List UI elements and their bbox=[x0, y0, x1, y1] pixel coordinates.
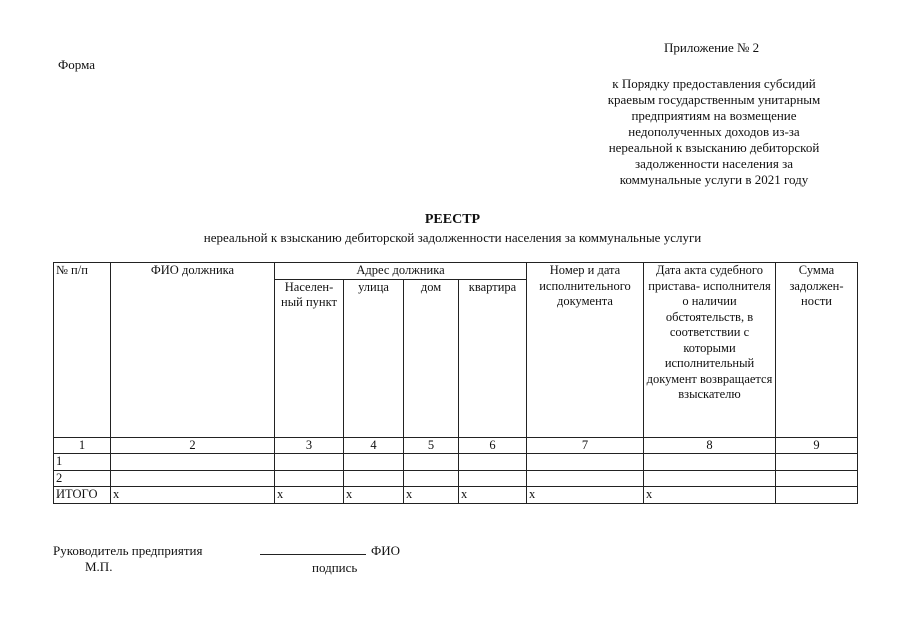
column-number: 3 bbox=[275, 437, 344, 454]
table-cell bbox=[275, 454, 344, 471]
appendix-line: задолженности населения за bbox=[634, 156, 794, 171]
appendix-line: коммунальные услуги в 2021 году bbox=[619, 172, 809, 187]
header-house: дом bbox=[404, 279, 459, 437]
table-cell bbox=[776, 454, 858, 471]
total-cell: x bbox=[275, 487, 344, 504]
row-number: 2 bbox=[54, 470, 111, 487]
total-cell: x bbox=[527, 487, 644, 504]
header-row-1 bbox=[54, 263, 858, 280]
table-cell bbox=[404, 470, 459, 487]
table-cell bbox=[644, 470, 776, 487]
table-row bbox=[54, 470, 858, 487]
table-cell bbox=[776, 470, 858, 487]
table-cell bbox=[344, 454, 404, 471]
appendix-title: Приложение № 2 bbox=[664, 40, 760, 55]
column-number-row bbox=[54, 437, 858, 454]
table-cell bbox=[644, 454, 776, 471]
fio-label: ФИО bbox=[371, 543, 401, 558]
row-number: 1 bbox=[54, 454, 111, 471]
appendix-line: недополученных доходов из-за bbox=[628, 124, 800, 139]
header-settlement: Населен- ный пункт bbox=[275, 279, 344, 437]
appendix-line: к Порядку предоставления субсидий bbox=[612, 76, 816, 91]
registry-subtitle: нереальной к взысканию дебиторской задолженности населения за коммунальные услуги bbox=[203, 230, 702, 245]
table-row bbox=[54, 454, 858, 471]
total-cell: x bbox=[111, 487, 275, 504]
table-cell bbox=[111, 454, 275, 471]
column-number: 7 bbox=[527, 437, 644, 454]
stamp-label: М.П. bbox=[85, 559, 113, 574]
table-cell bbox=[527, 470, 644, 487]
column-number: 4 bbox=[344, 437, 404, 454]
table-cell bbox=[275, 470, 344, 487]
column-number: 2 bbox=[111, 437, 275, 454]
header-num: № п/п bbox=[54, 263, 111, 438]
header-doc: Номер и дата исполнительного документа bbox=[527, 263, 644, 438]
head-label: Руководитель предприятия bbox=[53, 543, 203, 558]
column-number: 8 bbox=[644, 437, 776, 454]
total-cell: x bbox=[344, 487, 404, 504]
header-fio: ФИО должника bbox=[111, 263, 275, 438]
table-cell bbox=[404, 454, 459, 471]
signature-caption: подпись bbox=[312, 560, 358, 575]
form-label: Форма bbox=[58, 57, 95, 72]
registry-title: РЕЕСТР bbox=[424, 212, 481, 227]
header-act: Дата акта судебного пристава- исполнителя о наличии обстоятельств, в соответствии с которыми исполнительный документ возвращается взыскателю bbox=[644, 263, 776, 438]
column-number: 5 bbox=[404, 437, 459, 454]
appendix-line: нереальной к взысканию дебиторской bbox=[608, 140, 820, 155]
header-address: Адрес должника bbox=[275, 263, 527, 280]
appendix-text bbox=[580, 76, 848, 188]
total-cell: x bbox=[404, 487, 459, 504]
header-sum: Сумма задолжен- ности bbox=[776, 263, 858, 438]
registry-table bbox=[53, 262, 858, 504]
appendix-line: краевым государственным унитарным bbox=[607, 92, 821, 107]
header-street: улица bbox=[344, 279, 404, 437]
total-cell bbox=[776, 487, 858, 504]
total-row bbox=[54, 487, 858, 504]
table-cell bbox=[111, 470, 275, 487]
table-cell bbox=[527, 454, 644, 471]
appendix-line: предприятиям на возмещение bbox=[631, 108, 797, 123]
column-number: 6 bbox=[459, 437, 527, 454]
total-label: ИТОГО bbox=[54, 487, 111, 504]
column-number: 9 bbox=[776, 437, 858, 454]
header-apartment: квартира bbox=[459, 279, 527, 437]
total-cell: x bbox=[644, 487, 776, 504]
table-cell bbox=[459, 454, 527, 471]
signature-line bbox=[260, 554, 366, 555]
total-cell: x bbox=[459, 487, 527, 504]
table-cell bbox=[344, 470, 404, 487]
table-cell bbox=[459, 470, 527, 487]
column-number: 1 bbox=[54, 437, 111, 454]
